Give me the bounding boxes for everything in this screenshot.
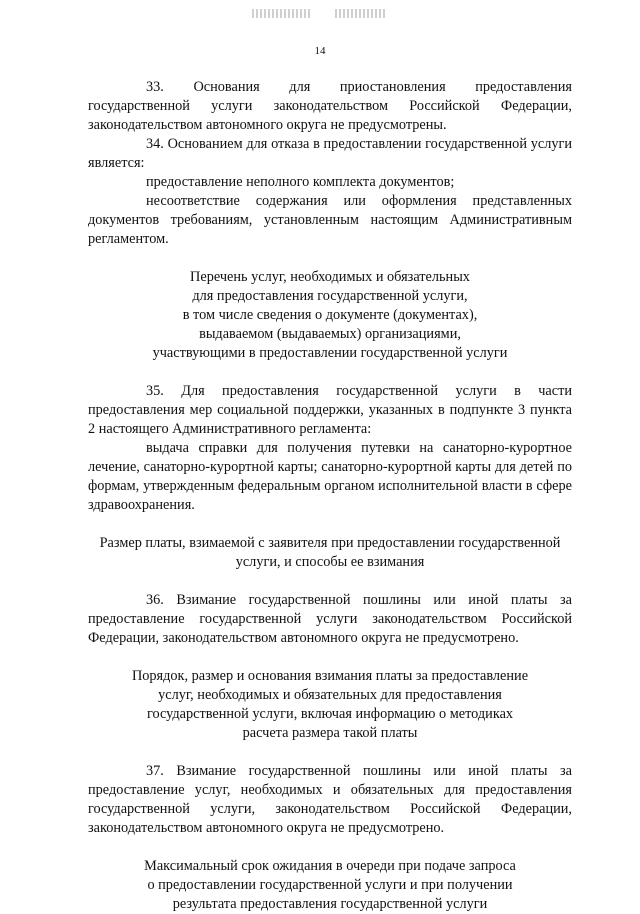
heading-line: Порядок, размер и основания взимания платы за предоставление [131,668,529,684]
document-body [88,78,572,914]
heading-line: услуг, необходимых и обязательных для предоставления [158,687,502,703]
paragraph-35-item-1: выдача справки для получения путевки на санаторно-курортное лечение, санаторно-курортной карты; санаторно-курортной карты для детей по формам, утвержденным федеральным органом исполнительной власти в сфере здравоохранения. [88,440,572,513]
paragraph-37: 37. Взимание государственной пошлины или иной платы за предоставление услуг, необходимых и обязательных для предоставления государственной услуги, законодательством Российской Федерации, законодательством автономного округа не предусмотрено. [88,763,572,836]
paragraph-36: 36. Взимание государственной пошлины или иной платы за предоставление государственной услуги законодательством Российской Федерации, законодательством автономного округа не предусмотрено. [88,592,572,646]
paragraph-34-item-2: несоответствие содержания или оформления представленных документов требованиям, установленным настоящим Административным регламентом. [88,193,572,247]
paragraph-35: 35. Для предоставления государственной услуги в части предоставления мер социальной поддержки, указанных в подпункте 3 пункта 2 настоящего Административного регламента: [88,383,572,437]
heading-line: выдаваемом (выдаваемых) организациями, [199,326,461,342]
heading-line: услуги, и способы ее взимания [235,554,425,570]
heading-line: Размер платы, взимаемой с заявителя при предоставлении государственной [99,535,561,551]
heading-line: о предоставлении государственной услуги и при получении [147,877,513,893]
section-heading-fee-procedure [88,667,572,743]
heading-line: Перечень услуг, необходимых и обязательных [190,269,470,285]
heading-line: участвующими в предоставлении государственной услуги [152,345,508,361]
section-heading-fee [88,534,572,572]
scan-artifact [252,9,310,18]
heading-line: расчета размера такой платы [242,725,418,741]
page-number: 14 [314,45,326,57]
scan-artifact [335,9,385,18]
paragraph-34-item-1: предоставление неполного комплекта документов; [146,174,455,190]
paragraph-33: 33. Основания для приостановления предоставления государственной услуги законодательством Российской Федерации, законодательством автономного округа не предусмотрены. [88,79,572,133]
section-heading-queue-time [88,857,572,914]
heading-line: в том числе сведения о документе (документах), [182,307,478,323]
heading-line: государственной услуги, включая информацию о методиках [146,706,514,722]
section-heading-services-list [88,268,572,363]
heading-line: Максимальный срок ожидания в очереди при подаче запроса [144,858,516,874]
paragraph-34: 34. Основанием для отказа в предоставлении государственной услуги является: [88,136,572,171]
heading-line: для предоставления государственной услуги, [192,288,468,304]
heading-line: результата предоставления государственной услуги [172,896,488,912]
